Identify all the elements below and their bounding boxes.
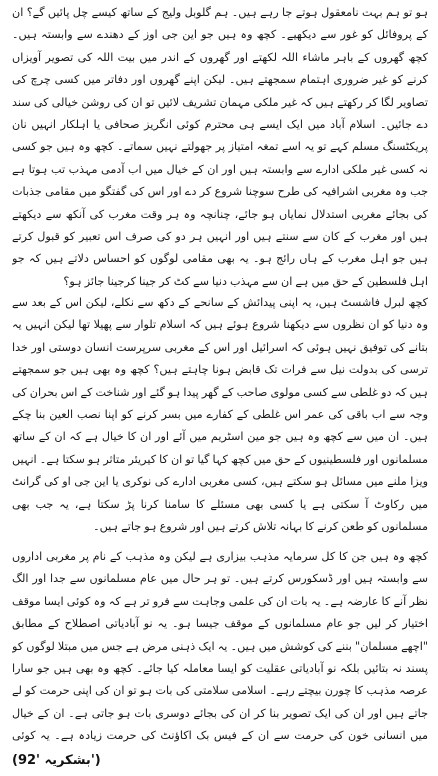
source-credit: (بشکریہ '92')	[12, 753, 101, 768]
paragraph-3: کچھ وہ ہیں جن کا کل سرمایہ مذہب بیزاری ہے لیکن وہ مذہب کے نام پر مغربی اداروں سے وابستہ ہیں اور ڈسکورس کرتے ہیں۔ تو ہر حال میں عام مسلمانوں سے جدا اور الگ نظر آنے کا عارضہ ہے۔ یہ بات ان کی علمی وجاہت سے فرو تر ہے کہ وہ کوئی ایسا موقف اختیار کر لیں جو عام مسلمانوں کے موقف جیسا ہو۔ یہ نو آبادیاتی اصطلاح کے مطابق "اچھے مسلمان" بننے کی کوشش میں ہیں۔ یہ ایک ذہنی مرض ہے جس میں مبتلا لوگوں کو پسند نہ بتائیں بلکہ نو آبادیاتی عقلیت کو ایسا معاملہ کیا جائے۔ کچھ وہ بھی ہیں جو سارا عرصہ مذہب کا چورن بیچتے رہے۔ اسلامی سلامتی کی بات ہو تو ان کی اپنی حرمت کو لے جاتے ہیں اور ان کی ایک تصویر بنا کر ان کی بجائے دوسری بات ہو جاتی ہے۔ ان کے خیال میں انسانی خون کی حرمت سے ان کے فیس بک اکاؤنٹ کی حرمت زیادہ ہے۔ یہ کوئی	[12, 550, 428, 743]
paragraph-2: کچھ لبرل فاشسٹ ہیں، یہ اپنی پیدائش کے سانحے کے دکھ سے نکلے، لیکن اس کے بعد سے وہ دنیا کو ان نظروں سے دیکھنا شروع ہوئے ہیں کہ اسلام تلوار سے پھیلا تھا لیکن انہیں یہ بتانے کی توفیق نہیں ہوئی کہ اسرائیل اور اس کے مغربی سرپرست انسان دوستی اور خدا ترسی کی بدولت نیل سے فرات تک قابض ہونا چاہتے ہیں؟ کچھ وہ بھی ہیں جو سمجھتے ہیں کہ دو غلطی سے کسی مولوی صاحب کے گھر پیدا ہو گئے اور شناخت کے اس بحران کی وجہ سے اب باقی کی عمر اس غلطی کے کفارے میں بسر کرنے کو اپنا نصب العین بنا چکے ہیں۔ ان میں سے کچھ وہ ہیں جو مین اسٹریم میں آئے اور ان کا خیال ہے کہ ان کے ساتھ مسلمانوں اور فلسطینیوں کے حق میں کچھ کہا گیا تو ان کا کیریئر متاثر ہو سکتا ہے۔ انہیں ویزا ملنے میں مسائل ہو سکتے ہیں، کسی مغربی ادارے کی نوکری یا این جی او کی گرانٹ میں رکاوٹ آ سکتی ہے یا کسی بھی مسئلے کا سامنا کرنا پڑ سکتا ہے، یہ جب بھی مسلمانوں کو طعن کرنے کا بہانہ تلاش کرتے ہیں اور شروع ہو جاتے ہیں۔	[12, 296, 428, 534]
paragraph-1: ہو تو ہم بہت نامعقول ہوتے جا رہے ہیں۔ ہم گلوبل ولیج کے ساتھ کیسے چل پائیں گے؟ ان کے پروفائل کو غور سے دیکھیے۔ کچھ وہ ہیں جو این جی اوز کے دھندے سے وابستہ ہیں۔ کچھ گھروں کے باہر ماشاء اللہ لکھتے اور گھروں کے اندر میں بیت اللہ کی تصویر آویزاں کرنے کو غیر ضروری اہتمام سمجھتے ہیں۔ لیکن اپنے گھروں اور دفاتر میں کسی چرچ کی تصاویر لگا کر رکھتے ہیں کہ غیر ملکی مہمان تشریف لائیں تو ان کی روشن خیالی کی سند دے جائیں۔ اسلام آباد میں ایک ایسے ہی محترم کوئی انگریز صحافی یا اہلکار انہیں نان پریکٹسنگ مسلم کہے تو یہ اسے تمغہ امتیاز پر جھولتے نہیں سماتے۔ کچھ وہ ہیں جو کسی نہ کسی غیر ملکی ادارے سے وابستہ ہیں اور ان کے خیال میں اب آدمی مہذب تب ہوتا ہے جب وہ مغربی اشرافیہ کی طرح سوچنا شروع کر دے اور اس کی گفتگو میں مقامی جذبات کی بجائے مغربی استدلال نمایاں ہو جائے، چنانچہ وہ ہر وقت مغرب کی آنکھ سے دیکھتے ہیں اور مغرب کے کان سے سنتے ہیں اور انہیں ہر دو کی صرف اس تعبیر کو قبول کرتے ہیں جو اہل مغرب کے ہاں رائج ہو۔ یہ بھی مقامی لوگوں کو احساس دلاتے ہیں کہ جو اہل فلسطین کے حق میں ہے ان سے مہذب دنیا سے کٹ کر جینا کرجینا جائز ہو؟	[12, 6, 428, 288]
